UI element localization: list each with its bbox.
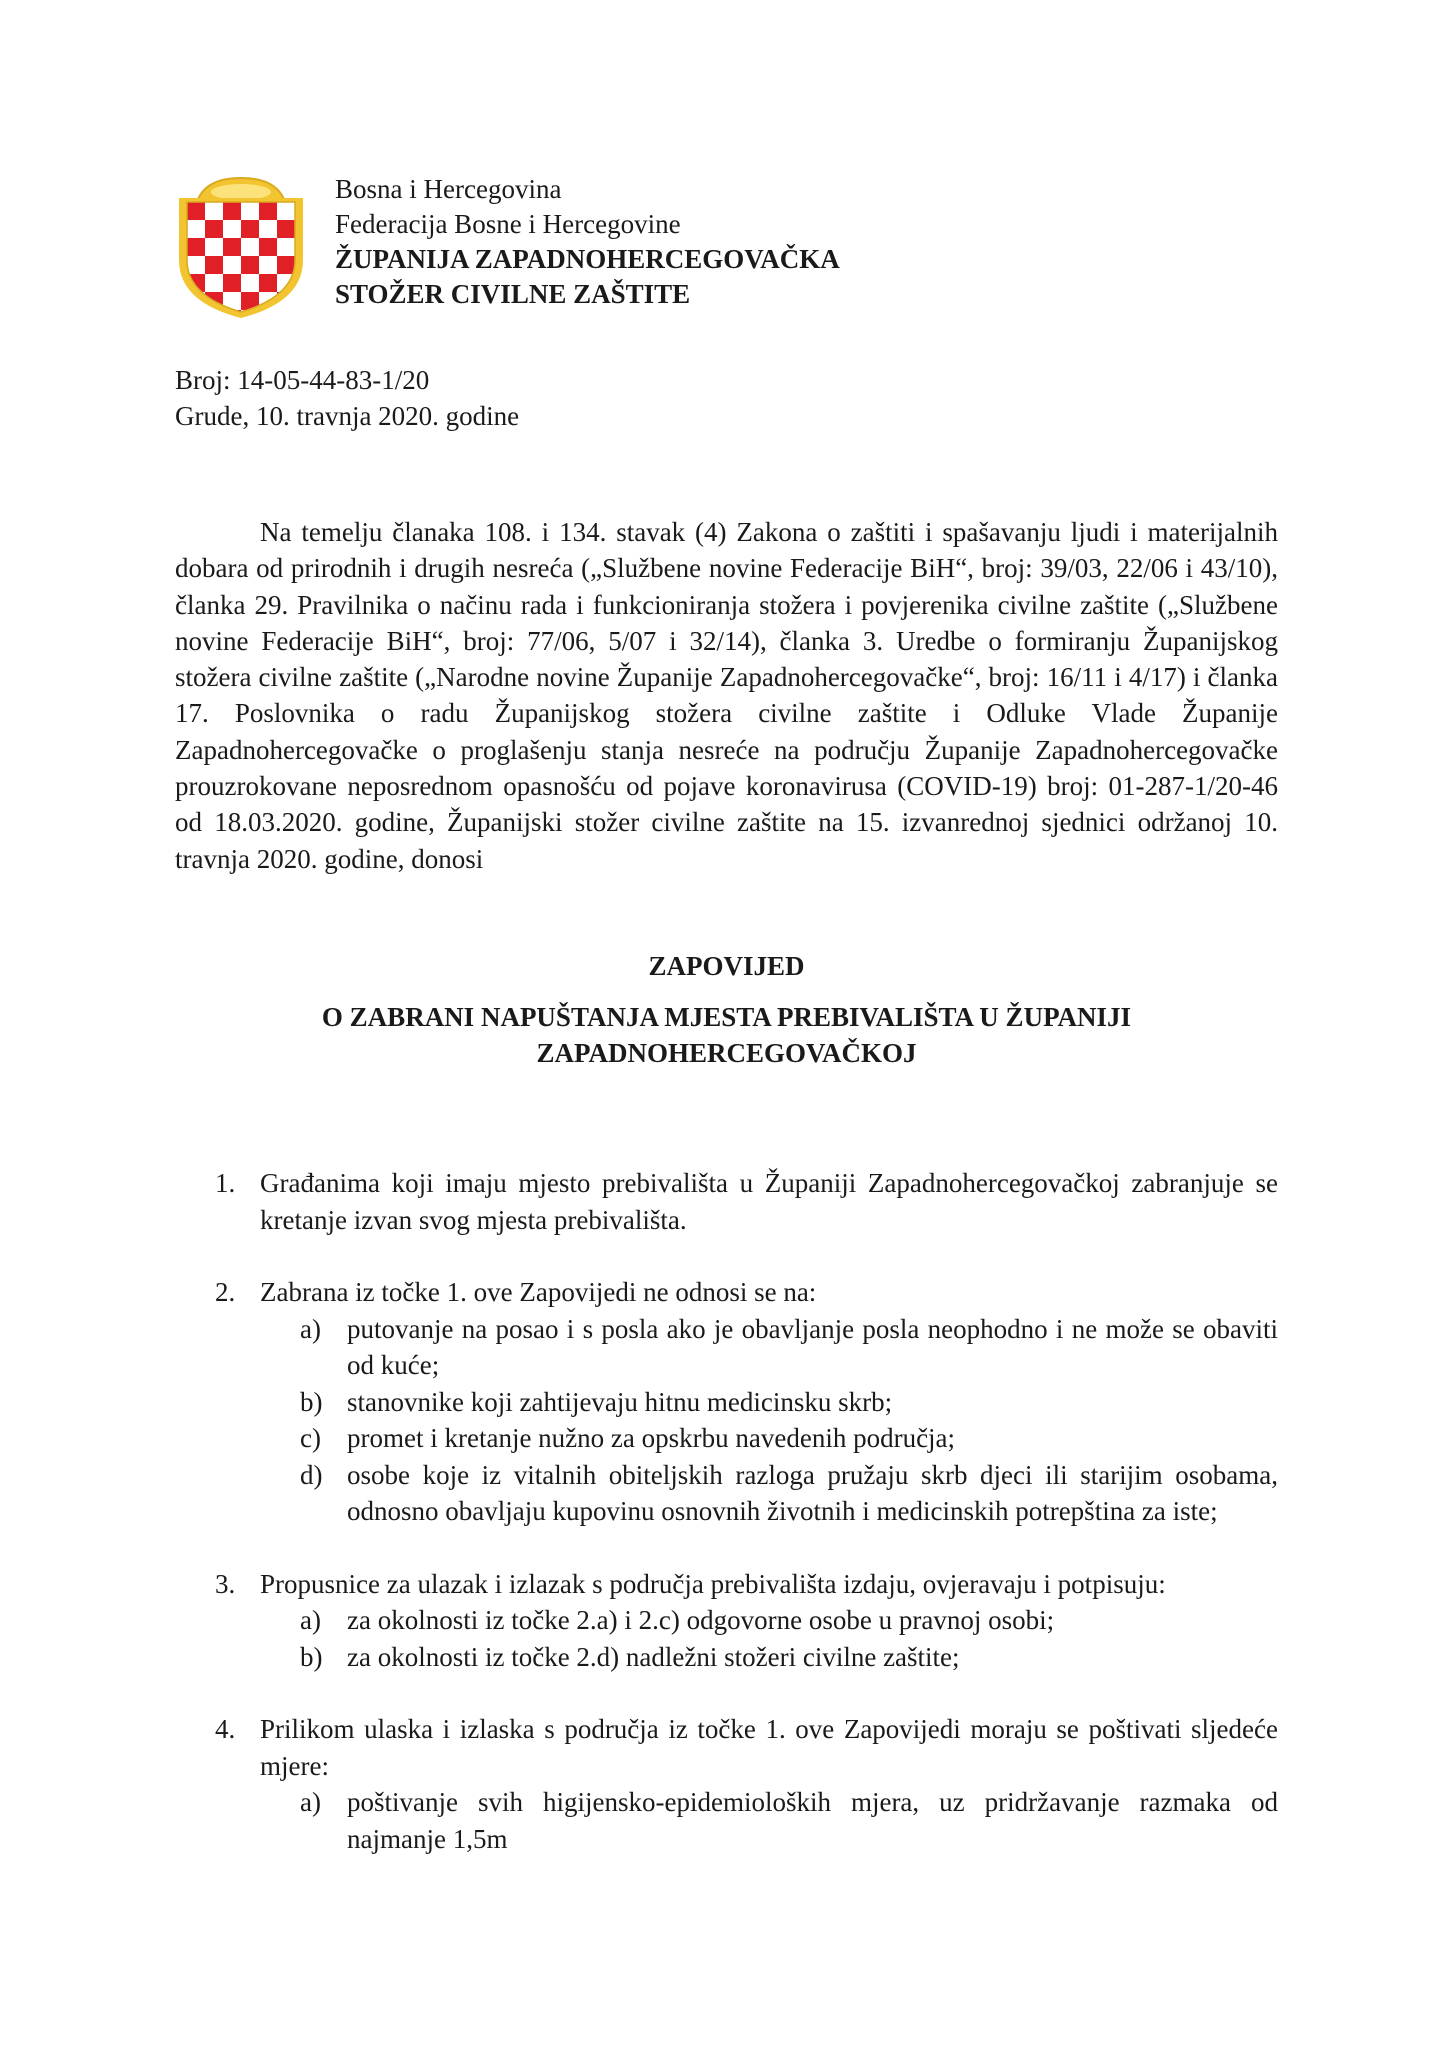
order-item bbox=[175, 1274, 1278, 1530]
sub-item-letter: d) bbox=[300, 1459, 323, 1490]
order-items bbox=[175, 1165, 1278, 1857]
sub-item bbox=[260, 1602, 1278, 1639]
sub-item-text: promet i kretanje nužno za opskrbu navedenih područja; bbox=[347, 1423, 956, 1453]
sub-item-text: za okolnosti iz točke 2.d) nadležni stožeri civilne zaštite; bbox=[347, 1641, 960, 1672]
item-number: 1. bbox=[215, 1168, 236, 1198]
sub-item-text: stanovnike koji zahtijevaju hitnu medicinsku skrb; bbox=[347, 1386, 893, 1417]
subtitle-line-2: ZAPADNOHERCEGOVAČKOJ bbox=[536, 1038, 917, 1068]
coat-of-arms-icon bbox=[175, 172, 307, 318]
sub-item bbox=[260, 1784, 1278, 1857]
place-date: Grude, 10. travnja 2020. godine bbox=[175, 401, 520, 431]
sub-item-letter: a) bbox=[300, 1787, 321, 1817]
sub-item-letter: b) bbox=[300, 1386, 323, 1417]
preamble-paragraph: Na temelju članaka 108. i 134. stavak (4) Zakona o zaštiti i spašavanju ljudi i materijalnih dobara od prirodnih i drugih nesreća („Službene novine Federacije BiH“, broj: 39/03, 22/06 i 43/10), članka 29. Pravilnika o načinu rada i funkcioniranja stožera i povjerenika civilne zaštite („Službene novine Federacije BiH“, broj: 77/06, 5/07 i 32/14), članka 3. Uredbe o formiranju Županijskog stožera civilne zaštite („Narodne novine Županije Zapadnohercegovačke“, broj: 16/11 i 4/17) i članka 17. Poslovnika o radu Županijskog stožera civilne zaštite i Odluke Vlade Županije Zapadnohercegovačke o proglašenju stanja nesreće na području Županije Zapadnohercegovačke prouzrokovane neposrednom opasnošću od pojave koronavirusa (COVID-19) broj: 01-287-1/20-46 od 18.03.2020. godine, Županijski stožer civilne zaštite na 15. izvanrednoj sjednici održanoj 10. travnja 2020. godine, donosi bbox=[175, 517, 1278, 874]
reference-number: Broj: 14-05-44-83-1/20 bbox=[175, 365, 430, 395]
sub-item-letter: c) bbox=[300, 1423, 321, 1453]
federation-name: Federacija Bosne i Hercegovine bbox=[335, 209, 681, 239]
item-number: 4. bbox=[215, 1714, 236, 1744]
sub-item bbox=[260, 1311, 1278, 1384]
sub-item bbox=[260, 1457, 1278, 1530]
item-number: 2. bbox=[215, 1277, 236, 1307]
order-item bbox=[175, 1165, 1278, 1238]
document-title: ZAPOVIJED bbox=[648, 951, 805, 981]
item-text: Propusnice za ulazak i izlazak s područja prebivališta izdaju, ovjeravaju i potpisuju: bbox=[260, 1568, 1166, 1599]
item-text: Prilikom ulaska i izlaska s područja iz točke 1. ove Zapovijedi moraju se poštivati sljedeće mjere: bbox=[260, 1714, 1278, 1781]
sub-item bbox=[260, 1384, 1278, 1421]
reference-block bbox=[175, 362, 519, 434]
item-text: Zabrana iz točke 1. ove Zapovijedi ne odnosi se na: bbox=[260, 1277, 817, 1307]
sub-item-text: putovanje na posao i s posla ako je obavljanje posla neophodno i ne može se obaviti od kuće; bbox=[347, 1313, 1278, 1380]
order-item bbox=[175, 1566, 1278, 1676]
issuer-block bbox=[335, 172, 840, 312]
document-subtitle bbox=[175, 999, 1278, 1071]
country-name: Bosna i Hercegovina bbox=[335, 174, 562, 204]
subtitle-line-1: O ZABRANI NAPUŠTANJA MJESTA PREBIVALIŠTA U ŽUPANIJI bbox=[321, 1002, 1132, 1032]
sub-item-text: osobe koje iz vitalnih obiteljskih razloga pružaju skrb djeci ili starijim osobama, odnosno obavljaju kupovinu osnovnih životnih i medicinskih potrepština za iste; bbox=[347, 1459, 1278, 1526]
item-number: 3. bbox=[215, 1568, 236, 1599]
sub-item-text: poštivanje svih higijensko-epidemioloških mjera, uz pridržavanje razmaka od najmanje 1,5m bbox=[347, 1787, 1278, 1854]
sub-item bbox=[260, 1420, 1278, 1457]
sub-item bbox=[260, 1639, 1278, 1676]
headquarters-name: STOŽER CIVILNE ZAŠTITE bbox=[335, 279, 691, 309]
item-text: Građanima koji imaju mjesto prebivališta u Županiji Zapadnohercegovačkoj zabranjuje se kretanje izvan svog mjesta prebivališta. bbox=[260, 1168, 1278, 1235]
order-item bbox=[175, 1711, 1278, 1857]
sub-item-letter: a) bbox=[300, 1313, 321, 1344]
sub-item-text: za okolnosti iz točke 2.a) i 2.c) odgovorne osobe u pravnoj osobi; bbox=[347, 1605, 1055, 1635]
sub-item-letter: b) bbox=[300, 1641, 323, 1672]
sub-item-letter: a) bbox=[300, 1605, 321, 1635]
canton-name: ŽUPANIJA ZAPADNOHERCEGOVAČKA bbox=[335, 244, 840, 274]
